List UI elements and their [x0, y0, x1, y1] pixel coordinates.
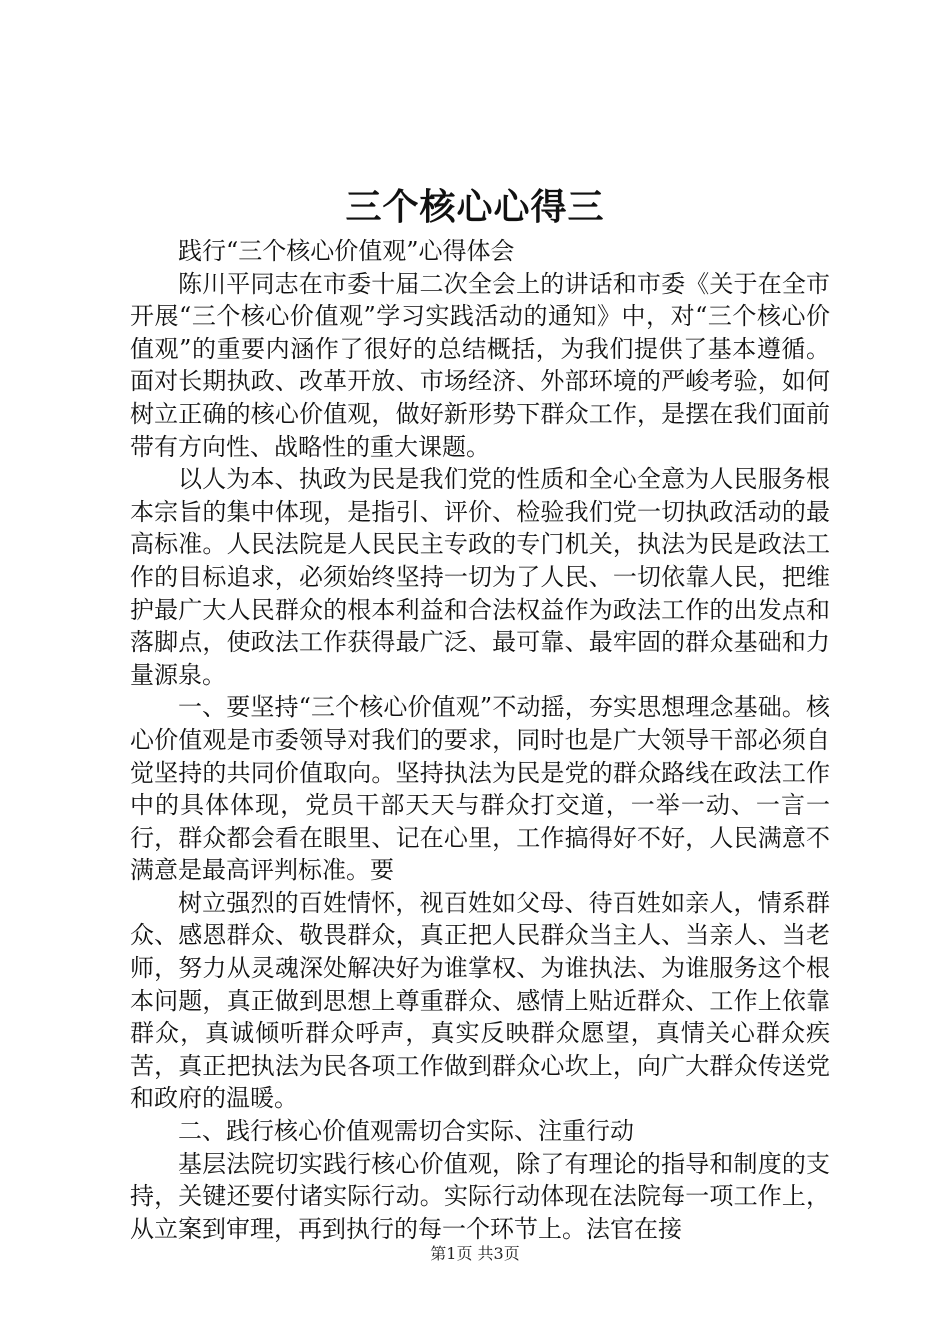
paragraph-section-one: 一、要坚持“三个核心价值观”不动摇，夯实思想理念基础。核心价值观是市委领导对我们的要求，同时也是广大领导干部必须自觉坚持的共同价值取向。坚持执法为民是党的群众路线在政法工作中的具体体现，党员干部天天与群众打交道，一举一动、一言一行，群众都会看在眼里、记在心里，工作搞得好不好，人民满意不满意是最高评判标准。要: [130, 693, 830, 885]
paragraph: 树立强烈的百姓情怀，视百姓如父母、待百姓如亲人，情系群众、感恩群众、敬畏群众，真正把人民群众当主人、当亲人、当老师，努力从灵魂深处解决好为谁掌权、为谁执法、为谁服务这个根本问题，真正做到思想上尊重群众、感情上贴近群众、工作上依靠群众，真诚倾听群众呼声，真实反映群众愿望，真情关心群众疾苦，真正把执法为民各项工作做到群众心坎上，向广大群众传送党和政府的温暖。: [130, 888, 830, 1113]
document-title: 三个核心心得三: [345, 186, 605, 228]
paragraph: 基层法院切实践行核心价值观，除了有理论的指导和制度的支持，关键还要付诸实际行动。实际行动体现在法院每一项工作上，从立案到审理，再到执行的每一个环节上。法官在接: [130, 1149, 830, 1243]
paragraph: 陈川平同志在市委十届二次全会上的讲话和市委《关于在全市开展“三个核心价值观”学习实践活动的通知》中，对“三个核心价值观”的重要内涵作了很好的总结概括，为我们提供了基本遵循。面对长期执政、改革开放、市场经济、外部环境的严峻考验，如何树立正确的核心价值观，做好新形势下群众工作，是摆在我们面前带有方向性、战略性的重大课题。: [130, 269, 830, 461]
paragraph-subtitle: 践行“三个核心价值观”心得体会: [178, 237, 515, 265]
paragraph: 以人为本、执政为民是我们党的性质和全心全意为人民服务根本宗旨的集中体现，是指引、评价、检验我们党一切执政活动的最高标准。人民法院是人民民主专政的专门机关，执法为民是政法工作的目标追求，必须始终坚持一切为了人民、一切依靠人民，把维护最广大人民群众的根本利益和合法权益作为政法工作的出发点和落脚点，使政法工作获得最广泛、最可靠、最牢固的群众基础和力量源泉。: [130, 465, 830, 689]
page-number-footer: 第1页 共3页: [430, 1244, 520, 1263]
document-body: [130, 235, 830, 1245]
paragraph-section-two-heading: 二、践行核心价值观需切合实际、注重行动: [178, 1117, 634, 1146]
